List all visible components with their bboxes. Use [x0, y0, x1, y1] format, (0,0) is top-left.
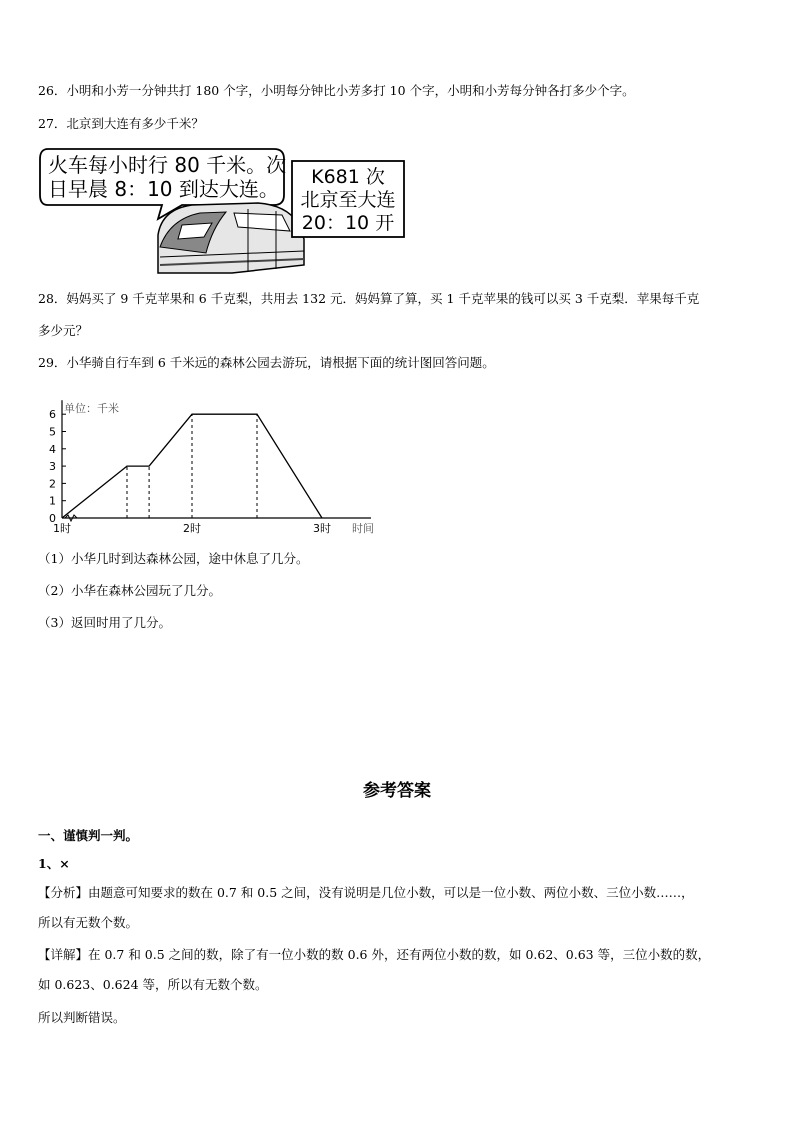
- y-tick-label: 2: [49, 477, 56, 491]
- y-tick-label: 3: [49, 460, 56, 474]
- y-tick-label: 6: [49, 408, 56, 422]
- question-29-sub-3: （3）返回时用了几分。: [38, 615, 171, 630]
- bubble-line-1: 火车每小时行 80 千米。次: [48, 153, 287, 177]
- question-29-sub-1: （1）小华几时到达森林公园，途中休息了几分。: [38, 551, 309, 566]
- conclusion: 所以判断错误。: [38, 1010, 126, 1025]
- y-tick-label: 0: [49, 512, 56, 525]
- x-tick-label: 2时: [183, 522, 201, 535]
- question-28-line-2: 多少元？: [38, 323, 89, 338]
- answers-title: 参考答案: [363, 781, 431, 801]
- question-26: 26．小明和小芳一分钟共打 180 个字，小明每分钟比小芳多打 10 个字，小明和小芳每分钟各打多少个字。: [38, 83, 635, 98]
- answer-item-1: 1、×: [38, 856, 70, 871]
- section-heading: 一、谨慎判一判。: [38, 828, 139, 843]
- sign-line-1: K681 次: [311, 166, 385, 188]
- train-icon: [158, 203, 304, 273]
- detail-line-1: 【详解】在 0.7 和 0.5 之间的数，除了有一位小数的数 0.6 外，还有两位小数的数，如 0.62、0.63 等，三位小数的数，: [38, 947, 711, 962]
- y-axis-label: 单位：千米: [64, 402, 119, 416]
- y-tick-label: 1: [49, 494, 56, 508]
- question-27: 27．北京到大连有多少千米？: [38, 116, 204, 131]
- x-tick-label: 1时: [53, 522, 71, 535]
- question-29: 29．小华骑自行车到 6 千米远的森林公园去游玩，请根据下面的统计图回答问题。: [38, 355, 495, 370]
- analysis-line-2: 所以有无数个数。: [38, 915, 139, 930]
- sign-line-2: 北京至大连: [300, 189, 396, 211]
- detail-line-2: 如 0.623、0.624 等，所以有无数个数。: [38, 977, 268, 992]
- bubble-line-2: 日早晨 8：10 到达大连。: [48, 177, 279, 201]
- y-tick-label: 5: [49, 425, 56, 439]
- train-illustration: [36, 143, 416, 283]
- question-28-line-1: 28．妈妈买了 9 千克苹果和 6 千克梨，共用去 132 元．妈妈算了算，买 1 千克苹果的钱可以买 3 千克梨．苹果每千克: [38, 291, 700, 306]
- sign-line-3: 20：10 开: [301, 212, 395, 234]
- distance-time-chart: [36, 384, 406, 536]
- y-tick-label: 4: [49, 442, 56, 456]
- x-axis-label: 时间: [352, 522, 374, 535]
- question-29-sub-2: （2）小华在森林公园玩了几分。: [38, 583, 221, 598]
- distance-series-line: [62, 414, 322, 518]
- x-tick-label: 3时: [313, 522, 331, 535]
- analysis-line-1: 【分析】由题意可知要求的数在 0.7 和 0.5 之间，没有说明是几位小数，可以是一位小数、两位小数、三位小数……，: [38, 885, 694, 900]
